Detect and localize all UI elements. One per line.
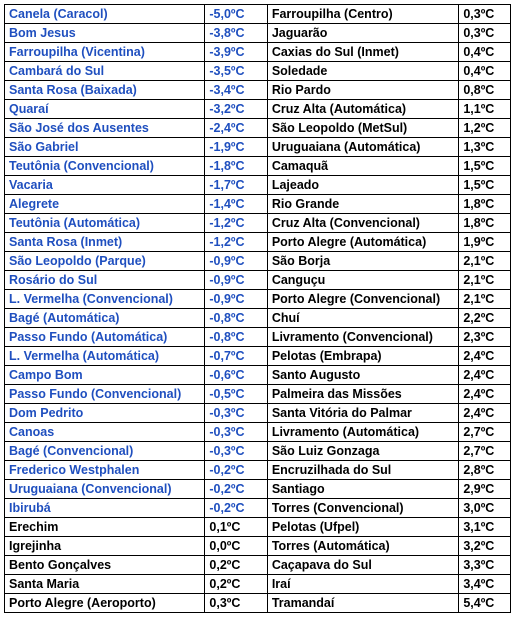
city-name-right: Chuí (267, 309, 459, 328)
table-row (5, 5, 511, 24)
temperature-right: 1,5ºC (459, 176, 511, 195)
city-name-left: L. Vermelha (Convencional) (5, 290, 205, 309)
table-row (5, 138, 511, 157)
temperature-right: 1,9ºC (459, 233, 511, 252)
table-row (5, 461, 511, 480)
temperature-left: -3,8ºC (205, 24, 267, 43)
temperature-right: 0,3ºC (459, 5, 511, 24)
temperature-right: 5,4ºC (459, 594, 511, 613)
city-name-right: Caxias do Sul (Inmet) (267, 43, 459, 62)
city-name-right: Santa Vitória do Palmar (267, 404, 459, 423)
city-name-right: Pelotas (Embrapa) (267, 347, 459, 366)
city-name-left: Canela (Caracol) (5, 5, 205, 24)
temperature-left: -0,8ºC (205, 328, 267, 347)
temperature-right: 0,8ºC (459, 81, 511, 100)
city-name-left: Teutônia (Automática) (5, 214, 205, 233)
temperature-right: 2,4ºC (459, 404, 511, 423)
temperature-right: 2,1ºC (459, 252, 511, 271)
city-name-left: Ibirubá (5, 499, 205, 518)
table-row (5, 423, 511, 442)
table-row (5, 157, 511, 176)
city-name-left: Teutônia (Convencional) (5, 157, 205, 176)
temperature-right: 1,8ºC (459, 195, 511, 214)
city-name-left: Erechim (5, 518, 205, 537)
city-name-right: Soledade (267, 62, 459, 81)
table-row (5, 575, 511, 594)
table-row (5, 366, 511, 385)
temperature-left: -3,4ºC (205, 81, 267, 100)
city-name-right: Farroupilha (Centro) (267, 5, 459, 24)
city-name-left: Bagé (Convencional) (5, 442, 205, 461)
city-name-left: Bagé (Automática) (5, 309, 205, 328)
city-name-right: Cruz Alta (Automática) (267, 100, 459, 119)
temperature-left: -1,9ºC (205, 138, 267, 157)
temperature-left: 0,1ºC (205, 518, 267, 537)
table-row (5, 556, 511, 575)
table-row (5, 43, 511, 62)
city-name-left: Porto Alegre (Aeroporto) (5, 594, 205, 613)
temperature-right: 0,4ºC (459, 62, 511, 81)
city-name-right: Torres (Automática) (267, 537, 459, 556)
temperature-right: 1,8ºC (459, 214, 511, 233)
temperature-left: -0,2ºC (205, 480, 267, 499)
temperature-left: -0,3ºC (205, 404, 267, 423)
table-row (5, 24, 511, 43)
temperature-left: -3,5ºC (205, 62, 267, 81)
table-row (5, 594, 511, 613)
city-name-left: Santa Rosa (Baixada) (5, 81, 205, 100)
table-row (5, 347, 511, 366)
table-row (5, 81, 511, 100)
city-name-right: Porto Alegre (Automática) (267, 233, 459, 252)
temperature-left: -1,2ºC (205, 214, 267, 233)
table-row (5, 176, 511, 195)
temperature-left: -0,9ºC (205, 252, 267, 271)
city-name-right: Iraí (267, 575, 459, 594)
city-name-left: L. Vermelha (Automática) (5, 347, 205, 366)
temperature-right: 2,4ºC (459, 366, 511, 385)
city-name-left: Santa Maria (5, 575, 205, 594)
city-name-right: Santiago (267, 480, 459, 499)
table-row (5, 518, 511, 537)
city-name-left: Canoas (5, 423, 205, 442)
city-name-right: Camaquã (267, 157, 459, 176)
city-name-right: Porto Alegre (Convencional) (267, 290, 459, 309)
temperature-right: 1,2ºC (459, 119, 511, 138)
city-name-left: Alegrete (5, 195, 205, 214)
temperature-right: 2,8ºC (459, 461, 511, 480)
city-name-right: Livramento (Automática) (267, 423, 459, 442)
city-name-left: Passo Fundo (Automática) (5, 328, 205, 347)
temperature-table-body (5, 5, 511, 613)
temperature-right: 3,1ºC (459, 518, 511, 537)
temperature-left: 0,3ºC (205, 594, 267, 613)
temperature-right: 1,3ºC (459, 138, 511, 157)
temperature-right: 3,4ºC (459, 575, 511, 594)
table-row (5, 252, 511, 271)
table-row (5, 195, 511, 214)
city-name-right: Canguçu (267, 271, 459, 290)
temperature-left: -3,9ºC (205, 43, 267, 62)
temperature-left: -0,9ºC (205, 290, 267, 309)
city-name-left: Santa Rosa (Inmet) (5, 233, 205, 252)
temperature-right: 2,9ºC (459, 480, 511, 499)
temperature-right: 2,4ºC (459, 385, 511, 404)
city-name-right: Rio Grande (267, 195, 459, 214)
table-row (5, 442, 511, 461)
table-row (5, 290, 511, 309)
temperature-left: -0,3ºC (205, 423, 267, 442)
temperature-left: -0,7ºC (205, 347, 267, 366)
city-name-left: Dom Pedrito (5, 404, 205, 423)
city-name-right: Caçapava do Sul (267, 556, 459, 575)
temperature-left: -1,2ºC (205, 233, 267, 252)
city-name-right: Torres (Convencional) (267, 499, 459, 518)
temperature-left: -1,8ºC (205, 157, 267, 176)
city-name-left: Rosário do Sul (5, 271, 205, 290)
temperature-left: 0,2ºC (205, 556, 267, 575)
temperature-left: 0,0ºC (205, 537, 267, 556)
city-name-right: Encruzilhada do Sul (267, 461, 459, 480)
city-name-left: São Leopoldo (Parque) (5, 252, 205, 271)
temperature-left: -0,3ºC (205, 442, 267, 461)
table-row (5, 537, 511, 556)
temperature-left: -1,4ºC (205, 195, 267, 214)
city-name-right: São Leopoldo (MetSul) (267, 119, 459, 138)
table-row (5, 480, 511, 499)
temperature-right: 2,7ºC (459, 423, 511, 442)
temperature-left: -3,2ºC (205, 100, 267, 119)
city-name-left: Quaraí (5, 100, 205, 119)
temperature-right: 3,2ºC (459, 537, 511, 556)
temperature-left: -0,8ºC (205, 309, 267, 328)
temperature-left: -5,0ºC (205, 5, 267, 24)
temperature-right: 0,3ºC (459, 24, 511, 43)
city-name-left: Vacaria (5, 176, 205, 195)
city-name-left: Bento Gonçalves (5, 556, 205, 575)
temperature-left: -0,2ºC (205, 461, 267, 480)
temperature-right: 2,1ºC (459, 271, 511, 290)
city-name-right: Lajeado (267, 176, 459, 195)
city-name-right: Cruz Alta (Convencional) (267, 214, 459, 233)
temperature-right: 2,4ºC (459, 347, 511, 366)
temperature-right: 3,0ºC (459, 499, 511, 518)
city-name-left: Igrejinha (5, 537, 205, 556)
city-name-right: Santo Augusto (267, 366, 459, 385)
temperature-right: 2,7ºC (459, 442, 511, 461)
city-name-left: Frederico Westphalen (5, 461, 205, 480)
temperature-left: -2,4ºC (205, 119, 267, 138)
table-row (5, 499, 511, 518)
city-name-left: Cambará do Sul (5, 62, 205, 81)
city-name-right: Uruguaiana (Automática) (267, 138, 459, 157)
temperature-left: -1,7ºC (205, 176, 267, 195)
city-name-left: Bom Jesus (5, 24, 205, 43)
city-name-right: São Borja (267, 252, 459, 271)
city-name-right: Tramandaí (267, 594, 459, 613)
temperature-right: 1,5ºC (459, 157, 511, 176)
city-name-right: São Luiz Gonzaga (267, 442, 459, 461)
city-name-left: São Gabriel (5, 138, 205, 157)
temperature-left: -0,9ºC (205, 271, 267, 290)
temperature-right: 1,1ºC (459, 100, 511, 119)
table-row (5, 119, 511, 138)
temperature-right: 2,3ºC (459, 328, 511, 347)
city-name-right: Palmeira das Missões (267, 385, 459, 404)
temperature-right: 0,4ºC (459, 43, 511, 62)
temperature-right: 2,2ºC (459, 309, 511, 328)
temperature-left: -0,5ºC (205, 385, 267, 404)
table-row (5, 214, 511, 233)
city-name-left: Uruguaiana (Convencional) (5, 480, 205, 499)
city-name-right: Pelotas (Ufpel) (267, 518, 459, 537)
table-row (5, 233, 511, 252)
temperature-right: 2,1ºC (459, 290, 511, 309)
temperature-table (4, 4, 511, 613)
city-name-left: Campo Bom (5, 366, 205, 385)
city-name-left: São José dos Ausentes (5, 119, 205, 138)
table-row (5, 309, 511, 328)
city-name-left: Farroupilha (Vicentina) (5, 43, 205, 62)
temperature-left: 0,2ºC (205, 575, 267, 594)
temperature-left: -0,2ºC (205, 499, 267, 518)
city-name-right: Rio Pardo (267, 81, 459, 100)
table-row (5, 404, 511, 423)
city-name-right: Livramento (Convencional) (267, 328, 459, 347)
temperature-right: 3,3ºC (459, 556, 511, 575)
table-row (5, 62, 511, 81)
temperature-left: -0,6ºC (205, 366, 267, 385)
city-name-right: Jaguarão (267, 24, 459, 43)
table-row (5, 328, 511, 347)
table-row (5, 100, 511, 119)
table-row (5, 385, 511, 404)
city-name-left: Passo Fundo (Convencional) (5, 385, 205, 404)
table-row (5, 271, 511, 290)
